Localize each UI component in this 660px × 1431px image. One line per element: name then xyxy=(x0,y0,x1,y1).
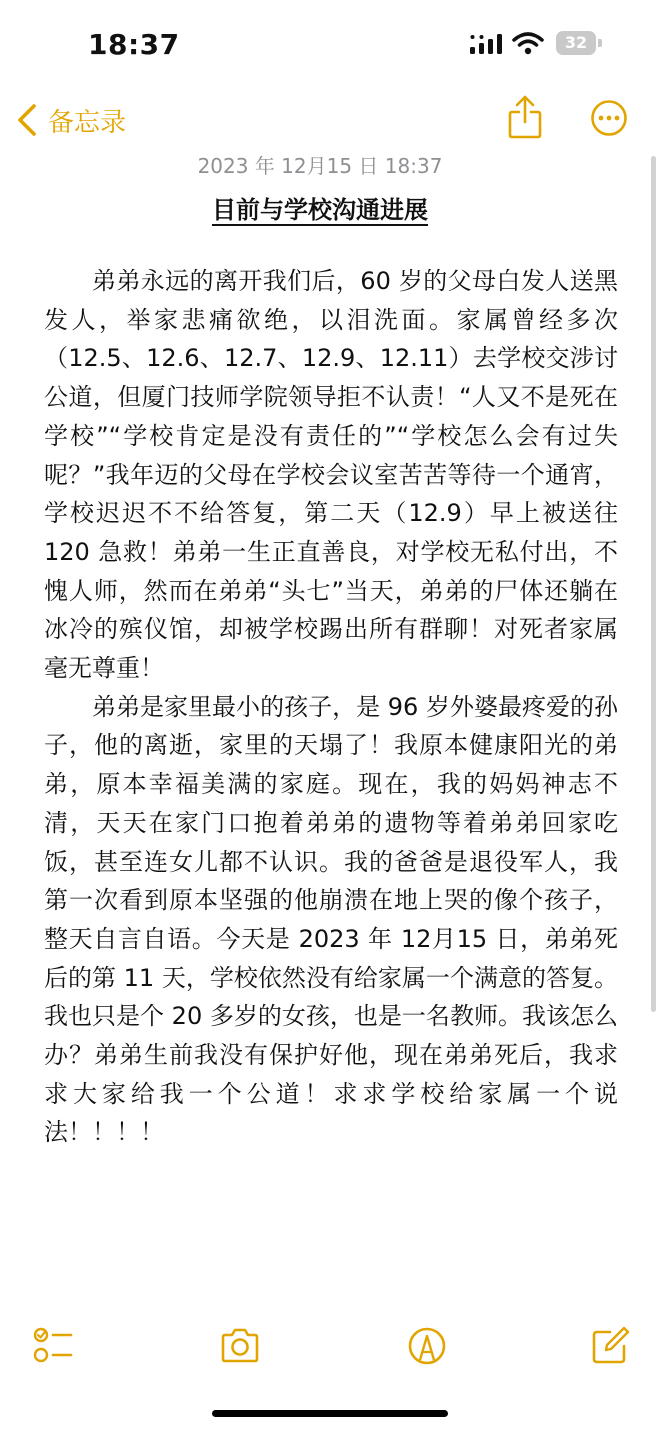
camera-icon[interactable] xyxy=(219,1326,261,1366)
note-paragraph-2: 弟弟是家里最小的孩子，是 96 岁外婆最疼爱的孙子，他的离逝，家里的天塌了！我原本健康阳光的弟弟，原本幸福美满的家庭。现在，我的妈妈神志不清，天天在家门口抱着弟弟的遗物等着弟弟回家吃饭，甚至连女儿都不认识。我的爸爸是退役军人，我第一次看到原本坚强的他崩溃在地上哭的像个孩子，整天自言自语。今天是 2023 年 12月15 日，弟弟死后的第 11 天，学校依然没有给家属一个满意的答复。我也只是个 20 多岁的女孩，也是一名教师。我该怎么办？弟弟生前我没有保护好他，现在弟弟死后，我求求大家给我一个公道！求求学校给家属一个说法！！！！ xyxy=(44,692,618,1147)
markup-icon[interactable] xyxy=(406,1326,448,1366)
home-indicator[interactable] xyxy=(212,1410,448,1417)
scrollbar[interactable] xyxy=(651,156,656,1012)
battery-icon xyxy=(556,31,602,55)
battery-level: 32 xyxy=(564,33,588,52)
cellular-signal-icon xyxy=(470,34,504,54)
chevron-left-icon xyxy=(16,103,38,137)
more-icon[interactable] xyxy=(590,99,628,137)
checklist-icon[interactable] xyxy=(33,1326,75,1366)
note-paragraph-1: 弟弟永远的离开我们后，60 岁的父母白发人送黑发人，举家悲痛欲绝，以泪洗面。家属曾经多次（12.5、12.6、12.7、12.9、12.11）去学校交涉讨公道，但厦门技师学院领导拒不认责！“人又不是死在学校”“学校肯定是没有责任的”“学校怎么会有过失呢？”我年迈的父母在学校会议室苦苦等待一个通宵，学校迟迟不不给答复，第二天（12.9）早上被送往 120 急救！弟弟一生正直善良，对学校无私付出，不愧人师，然而在弟弟“头七”当天，弟弟的尸体还躺在冰冷的殡仪馆，却被学校踢出所有群聊！对死者家属毫无尊重！ xyxy=(44,267,618,683)
wifi-icon xyxy=(512,31,544,55)
back-label: 备忘录 xyxy=(48,107,127,138)
note-timestamp: 2023 年 12月15 日 18:37 xyxy=(197,154,443,178)
share-icon[interactable] xyxy=(505,94,545,140)
note-title[interactable]: 目前与学校沟通进展 xyxy=(212,196,428,224)
status-time: 18:37 xyxy=(88,28,180,61)
status-bar xyxy=(0,0,660,90)
compose-icon[interactable] xyxy=(590,1326,632,1366)
note-body[interactable] xyxy=(44,262,618,1152)
nav-bar xyxy=(0,90,660,150)
back-button[interactable] xyxy=(16,98,126,142)
